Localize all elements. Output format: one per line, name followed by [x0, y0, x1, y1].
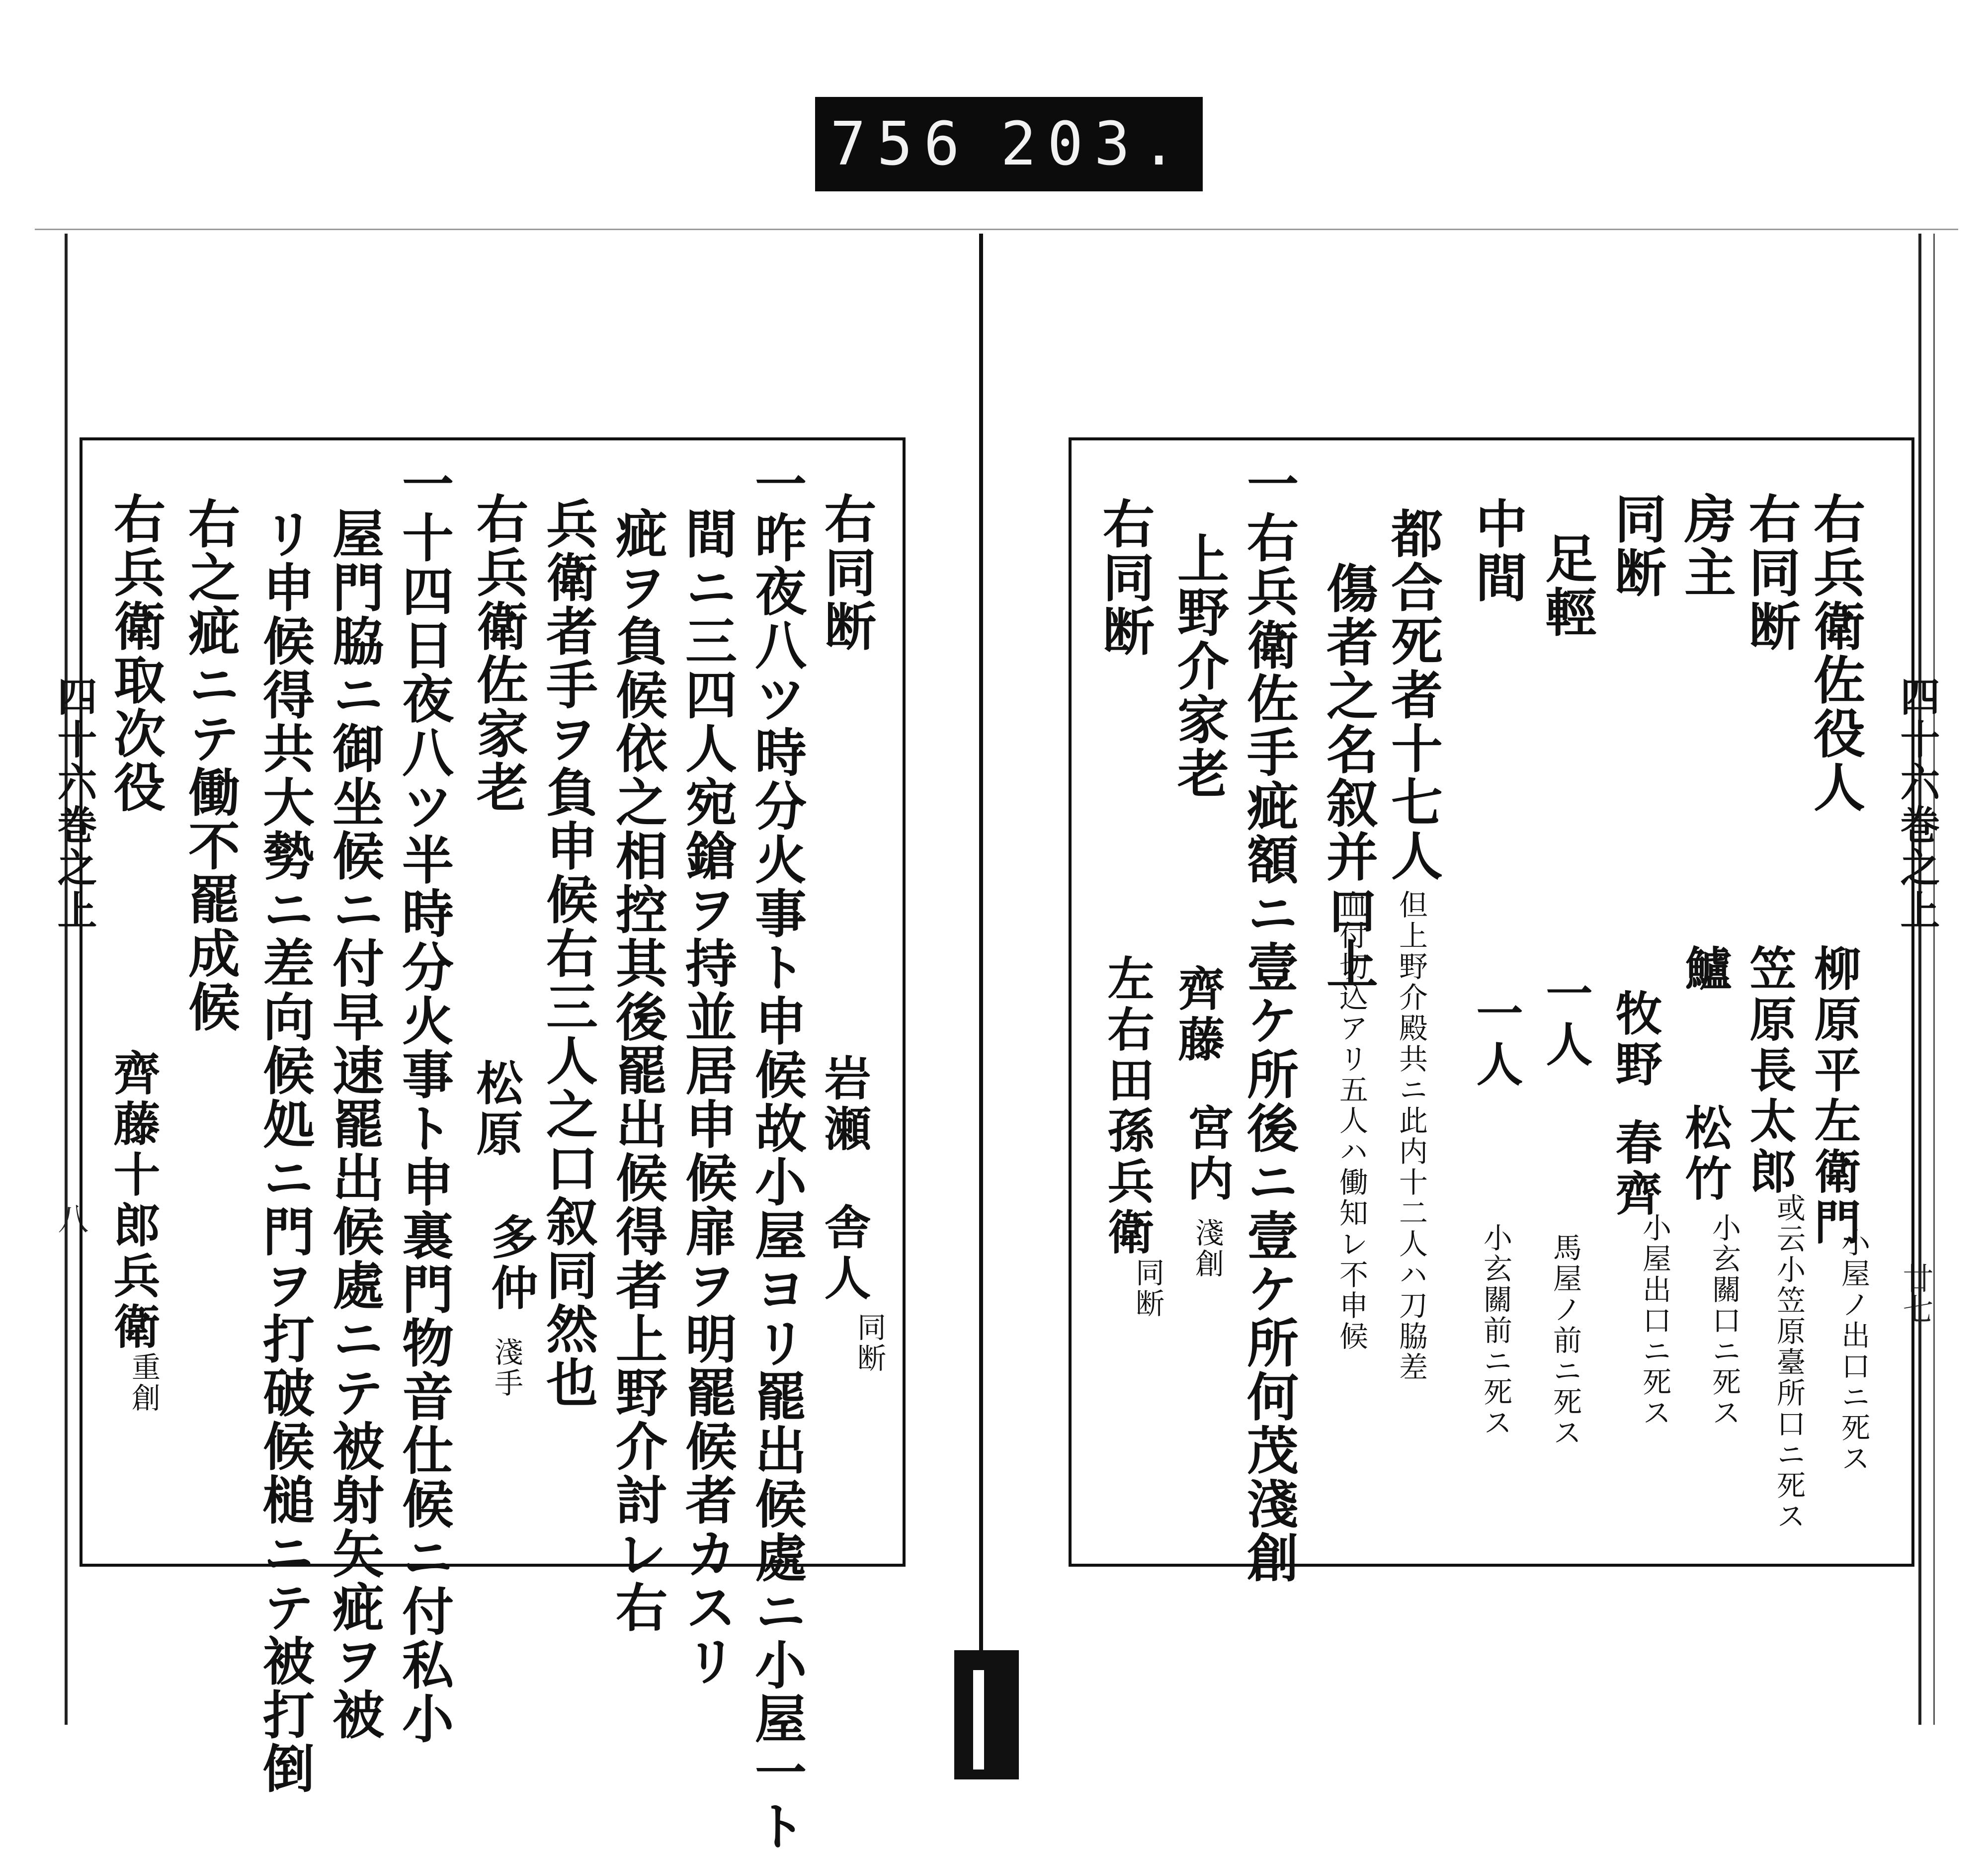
right-col-2-name: 笠原長太郎 — [1741, 944, 1796, 1198]
right-col-6-count: 一人 — [1468, 989, 1523, 1091]
right-col-5-count: 一人 — [1538, 969, 1592, 1071]
right-col-3-name2: 松竹 — [1677, 1103, 1732, 1205]
left-col-9-text: リ申候得共大勢ニ差向候処ニ門ヲ打破候槌ニテ被打倒 — [254, 507, 315, 1795]
call-number-right: 203. — [1000, 109, 1188, 179]
left-col-6-name2: 多仲 — [483, 1213, 538, 1314]
right-page-edge — [1918, 234, 1921, 1725]
right-col-5-head: 足輕 — [1536, 532, 1597, 639]
right-col-1-head: 右兵衛佐役人 — [1805, 492, 1866, 814]
right-col-3-head: 房主 — [1675, 492, 1737, 599]
left-col-11-name: 齊藤十郎兵衛 — [105, 1049, 160, 1353]
right-col-1-name: 柳原平左衛門 — [1806, 944, 1861, 1249]
right-col-3-name: 鱸 — [1677, 944, 1732, 995]
right-col-1-note: 小屋ノ出口ニ死ス — [1836, 1228, 1870, 1474]
left-col-3-text: 間ニ三四人宛鎗ヲ持並居申候扉ヲ明罷候者カスリ — [676, 507, 738, 1688]
right-col-2-note: 或云小笠原臺所口ニ死ス — [1772, 1193, 1806, 1532]
call-number-left: 756 — [830, 109, 971, 179]
right-margin-title: 四十六巻之上 — [1894, 676, 1940, 932]
left-col-1-name: 岩瀬 — [816, 1054, 871, 1155]
left-col-1-head: 右同断 — [816, 492, 877, 653]
left-col-8-text: 屋門脇ニ御坐候ニ付早速罷出候處ニテ被射矢疵ヲ被 — [324, 507, 385, 1742]
right-col-10-name: 齊藤 — [1170, 964, 1225, 1066]
right-col-11-head: 右同断 — [1094, 497, 1155, 658]
right-col-9-text: 一右兵衛佐手疵額ニ壹ケ所後ニ壹ケ所何茂淺創 — [1238, 457, 1299, 1585]
right-page-edge-inner — [1933, 234, 1935, 1725]
call-number-label — [815, 97, 1203, 191]
left-folio: 八 — [53, 1203, 89, 1234]
right-col-8-text: 傷者之名叙并口上 — [1318, 562, 1379, 991]
right-col-11-name: 左右田孫兵衛 — [1099, 954, 1154, 1259]
right-col-6-note: 小玄關前ニ死ス — [1479, 1223, 1512, 1438]
right-col-4-name: 牧野 — [1607, 989, 1662, 1091]
right-col-4-head: 同断 — [1606, 492, 1667, 599]
left-col-4-text: 疵ヲ負候依之相控其後罷出候得者上野介討レ右 — [607, 507, 668, 1634]
left-col-1-note: 同断 — [852, 1312, 886, 1374]
left-col-11-head: 右兵衛取次役 — [105, 492, 166, 814]
right-col-10-name2: 宮内 — [1179, 1103, 1234, 1205]
right-col-7-text: 都合死者十七人 — [1382, 507, 1443, 883]
left-col-11-note: 重創 — [127, 1352, 161, 1414]
left-page-edge — [65, 234, 68, 1725]
right-col-5-note: 馬屋ノ前ニ死ス — [1548, 1233, 1582, 1448]
left-col-6-name: 松原 — [468, 1059, 523, 1160]
right-col-4-note: 小屋出口ニ死ス — [1638, 1213, 1671, 1429]
spine-foot — [954, 1650, 1019, 1779]
left-col-1-name2: 舎人 — [816, 1203, 871, 1304]
right-col-6-head: 中間 — [1467, 497, 1528, 604]
right-col-4-name2: 春齊 — [1607, 1118, 1662, 1220]
right-folio: 廿七 — [1898, 1263, 1934, 1324]
left-col-7-text: 一十四日夜八ツ半時分火事ト申裏門物音仕候ニ付私小 — [393, 457, 454, 1746]
spine-foot-gap — [973, 1670, 984, 1769]
right-col-10-head: 上野介家老 — [1168, 532, 1230, 800]
right-col-10-note: 淺創 — [1190, 1218, 1224, 1279]
left-col-2-text: 一昨夜八ツ時分火事ト申候故小屋ヨリ罷出候處ニ小屋一ト — [746, 457, 807, 1853]
right-col-8-note: 血付切込アリ五人ハ働知レ不申候 — [1334, 890, 1368, 1352]
right-col-11-note: 同断 — [1131, 1258, 1164, 1319]
left-col-10-text: 右之疵ニテ働不罷成候 — [179, 497, 241, 1034]
left-margin-title: 四十六巻之上 — [51, 676, 97, 932]
right-col-7-note: 但上野介殿共ニ此内十二人ハ刀脇差 — [1394, 890, 1428, 1383]
right-col-2-head: 右同断 — [1740, 492, 1801, 653]
left-col-6-note: 淺手 — [490, 1337, 523, 1399]
right-col-3-note: 小玄關口ニ死ス — [1707, 1213, 1741, 1429]
left-col-5-text: 兵衛者手ヲ負申候右三人之口叙同然也 — [537, 497, 598, 1410]
left-col-6-head: 右兵衛佐家老 — [468, 492, 529, 814]
book-spine — [979, 234, 983, 1685]
